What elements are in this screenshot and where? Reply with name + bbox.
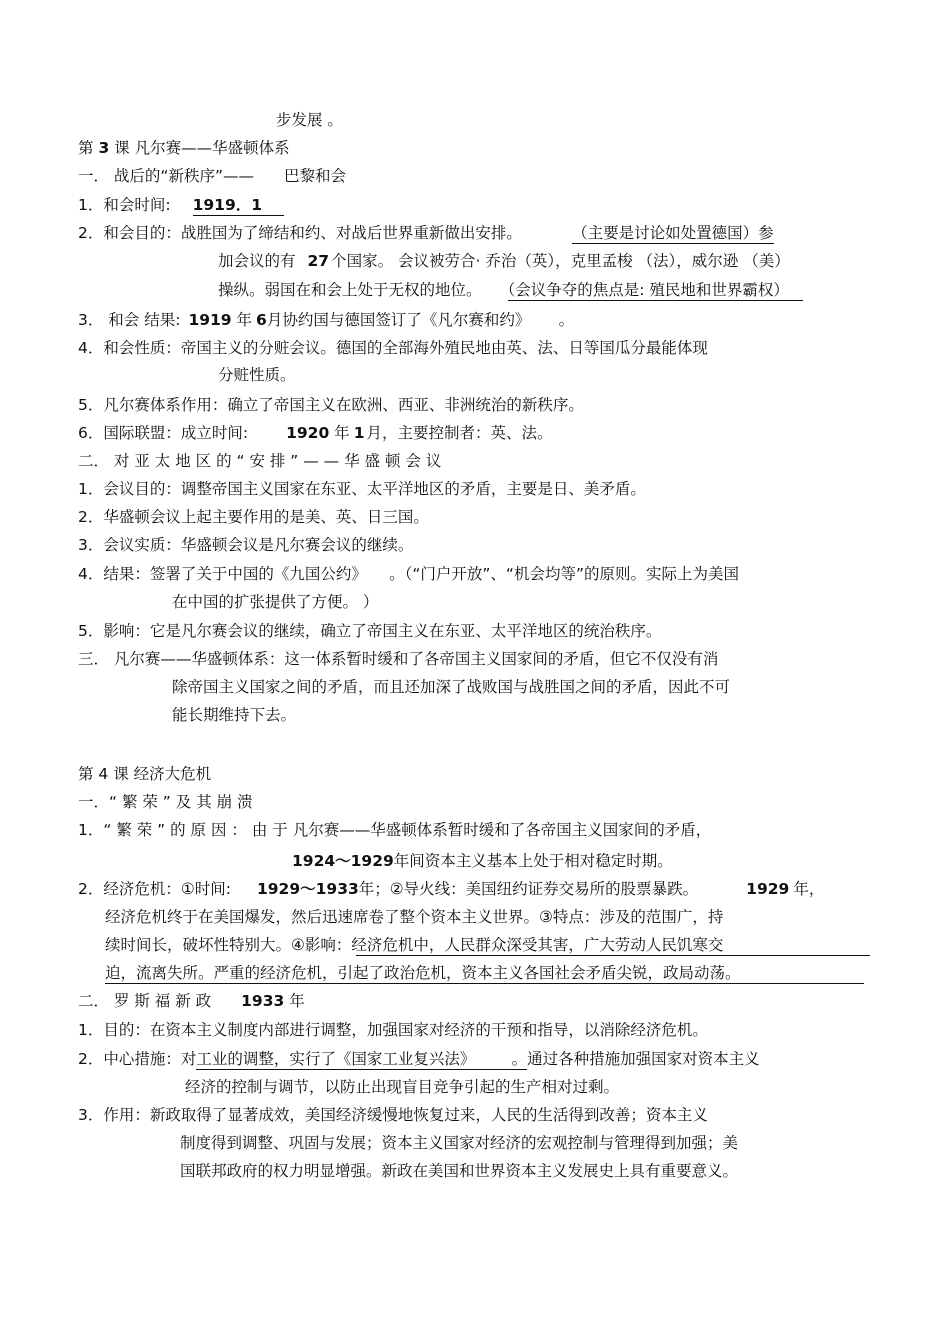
text-line: 操纵。弱国在和会上处于无权的地位。 （会议争夺的焦点是: 殖民地和世界霸权）	[218, 280, 803, 300]
list-item: 1．会议目的：调整帝国主义国家在东亚、太平洋地区的矛盾，主要是日、美矛盾。	[78, 480, 646, 498]
section-heading: 二． 罗 斯 福 新 政 1933 年	[78, 992, 305, 1010]
list-item: 2．华盛顿会议上起主要作用的是美、英、日三国。	[78, 508, 429, 526]
list-item: 5．影响：它是凡尔赛会议的继续，确立了帝国主义在东亚、太平洋地区的统治秩序。	[78, 622, 662, 640]
text-line: 在中国的扩张提供了方便。 ）	[172, 593, 379, 611]
section-heading: 三． 凡尔赛——华盛顿体系：这一体系暂时缓和了各帝国主义国家间的矛盾，但它不仅没有消	[78, 650, 719, 668]
lesson-3-title: 第 3 课 凡尔赛——华盛顿体系	[78, 139, 290, 157]
list-item: 1．“ 繁 荣 ” 的 原 因 ： 由 于 凡尔赛——华盛顿体系暂时缓和了各帝国主义国家间的矛盾，	[78, 821, 712, 839]
underline-rule	[356, 955, 870, 956]
list-item: 6．国际联盟：成立时间: 1920 年 1 月，主要控制者：英、法。	[78, 424, 553, 442]
list-item: 2．和会目的：战胜国为了缔结和约、对战后世界重新做出安排。 （主要是讨论如处置德国）参	[78, 224, 774, 242]
list-item: 4．和会性质：帝国主义的分赃会议。德国的全部海外殖民地由英、法、日等国瓜分最能体现	[78, 339, 708, 357]
list-item: 1．目的：在资本主义制度内部进行调整，加强国家对经济的干预和指导，以消除经济危机。	[78, 1021, 708, 1039]
list-item: 4．结果：签署了关于中国的《九国公约》 。（“门户开放”、“机会均等”的原则。实际上为美国	[78, 565, 739, 583]
text-line: 经济危机终于在美国爆发，然后迅速席卷了整个资本主义世界。③特点：涉及的范围广，持	[105, 908, 724, 926]
list-item: 2．中心措施：对工业的调整，实行了《国家工业复兴法》 。通过各种措施加强国家对资本主义	[78, 1050, 760, 1068]
section-heading: 一． 战后的“新秩序”—— 巴黎和会	[78, 167, 347, 185]
text-line: 迫，流离失所。严重的经济危机，引起了政治危机，资本主义各国社会矛盾尖锐，政局动荡。	[105, 964, 741, 982]
list-item: 5．凡尔赛体系作用：确立了帝国主义在欧洲、西亚、非洲统治的新秩序。	[78, 396, 584, 414]
text-line: 加会议的有 27 个国家。 会议被劳合· 乔治（英），克里孟梭 （法），威尔逊 （美）	[218, 252, 790, 270]
list-item: 3．会议实质：华盛顿会议是凡尔赛会议的继续。	[78, 536, 414, 554]
text-line: 续时间长，破坏性特别大。④影响：经济危机中，人民群众深受其害，广大劳动人民饥寒交	[105, 936, 724, 954]
text-line: 分赃性质。	[218, 366, 296, 384]
text-line: 能长期维持下去。	[172, 706, 297, 724]
text-line: 除帝国主义国家之间的矛盾，而且还加深了战败国与战胜国之间的矛盾，因此不可	[172, 678, 731, 696]
section-heading: 一．“ 繁 荣 ” 及 其 崩 溃	[78, 793, 253, 811]
text-line: 步发展 。	[276, 111, 343, 129]
lesson-4-title: 第 4 课 经济大危机	[78, 765, 212, 783]
list-item: 2．经济危机：①时间: 1929～1933年；②导火线：美国纽约证券交易所的股票暴跌。 1929 年，	[78, 880, 825, 898]
text-line: 国联邦政府的权力明显增强。新政在美国和世界资本主义发展史上具有重要意义。	[180, 1162, 739, 1180]
underline-rule	[105, 983, 864, 984]
list-item: 1．和会时间: 1919．1	[78, 195, 284, 215]
list-item: 3．作用：新政取得了显著成效，美国经济缓慢地恢复过来，人民的生活得到改善；资本主义	[78, 1106, 708, 1124]
text-line: 制度得到调整、巩固与发展；资本主义国家对经济的宏观控制与管理得到加强；美	[180, 1134, 739, 1152]
list-item: 3． 和会 结果: 1919 年 6月协约国与德国签订了《凡尔赛和约》 。	[78, 311, 575, 329]
section-heading: 二． 对 亚 太 地 区 的 “ 安 排 ” — — 华 盛 顿 会 议	[78, 452, 442, 470]
text-line: 经济的控制与调节，以防止出现盲目竞争引起的生产相对过剩。	[185, 1078, 620, 1096]
text-line: 1924～1929年间资本主义基本上处于相对稳定时期。	[292, 852, 673, 870]
